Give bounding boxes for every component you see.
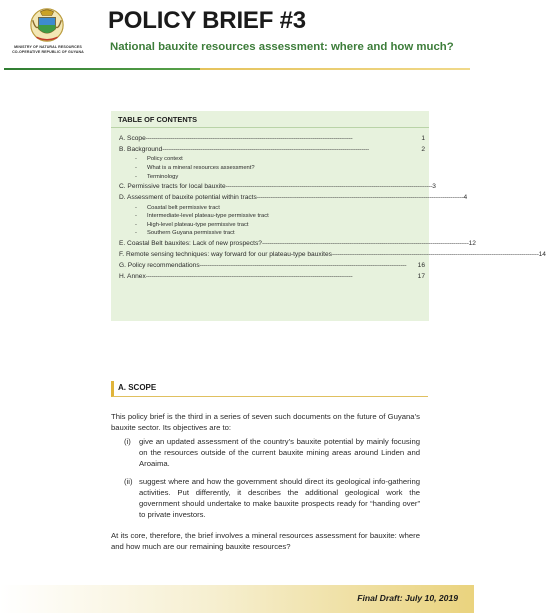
toc-entry-scope[interactable]: A. Scope ------------------------------------------------------------------------------------------------------------- 1 (119, 135, 425, 142)
section-a-closing: At its core, therefore, the brief involves a mineral resources assessment for bauxite: where and how much are our remaining bauxite resources? (111, 531, 420, 551)
toc-subentry[interactable]: - Southern Guyana permissive tract (135, 230, 235, 237)
toc-subentry[interactable]: - Policy context (135, 156, 183, 163)
toc-entry-remote-sensing[interactable]: F. Remote sensing techniques: way forward for our plateau-type bauxites ------------------------------------------------------------------------------------------------------------- 14 (119, 251, 546, 259)
toc-subentry[interactable]: - Coastal belt permissive tract (135, 204, 220, 211)
footer-draft-date: Final Draft: July 10, 2019 (357, 593, 458, 603)
objective-text: suggest where and how the government should direct its geological info-gathering activities. Put differently, it describes the additional geological work the government should undertake to make bauxite prospects ready for “handing over” to private investors. (139, 477, 420, 520)
guyana-coat-of-arms-icon (28, 6, 66, 44)
ministry-line-1: MINISTRY OF NATURAL RESOURCES (14, 45, 82, 49)
toc-entry-assessment[interactable]: D. Assessment of bauxite potential within tracts ------------------------------------------------------------------------------------------------------------- 4 (119, 194, 468, 202)
page-title: POLICY BRIEF #3 (108, 7, 306, 34)
section-a-title: A. SCOPE (118, 383, 157, 392)
toc-entry-coastal-belt[interactable]: E. Coastal Belt bauxites: Lack of new prospects? ------------------------------------------------------------------------------------------------------------- 12 (119, 239, 476, 247)
ministry-line-2: CO-OPERATIVE REPUBLIC OF GUYANA (12, 49, 84, 54)
toc-entry-permissive-tracts[interactable]: C. Permissive tracts for local bauxite ------------------------------------------------------------------------------------------------------------- 3 (119, 183, 436, 191)
objective-item-1 (124, 436, 420, 469)
toc-subentry[interactable]: - High-level plateau-type permissive tract (135, 221, 249, 228)
objective-number: (ii) (124, 477, 133, 486)
toc-subentry[interactable]: - What is a mineral resources assessment? (135, 164, 255, 171)
objective-number: (i) (124, 437, 131, 446)
objective-item-2 (124, 476, 420, 520)
toc-entry-policy-recommendations[interactable]: G. Policy recommendations ------------------------------------------------------------------------------------------------------------- 16 (119, 262, 425, 270)
section-a-intro: This policy brief is the third in a series of seven such documents on the future of Guyana’s bauxite sector. Its objectives are to: (111, 412, 420, 432)
toc-entry-annex[interactable]: H. Annex ------------------------------------------------------------------------------------------------------------- 17 (119, 273, 425, 281)
ministry-name (4, 45, 92, 54)
header-rule-green (4, 68, 204, 70)
objective-text: give an updated assessment of the country’s bauxite potential by mainly focusing on the resources outside of the current bauxite mining areas around Linden and Aroaima. (139, 437, 420, 469)
table-of-contents (111, 111, 546, 321)
toc-entry-background[interactable]: B. Background ------------------------------------------------------------------------------------------------------------- 2 (119, 146, 425, 154)
toc-subentry[interactable]: - Terminology (135, 173, 179, 180)
section-a-heading (111, 381, 428, 397)
toc-list (119, 133, 546, 283)
page-subtitle: National bauxite resources assessment: where and how much? (110, 41, 454, 53)
header-rule-gold (200, 68, 470, 70)
toc-heading: TABLE OF CONTENTS (111, 111, 429, 128)
toc-subentry[interactable]: - Intermediate-level plateau-type permissive tract (135, 213, 269, 220)
